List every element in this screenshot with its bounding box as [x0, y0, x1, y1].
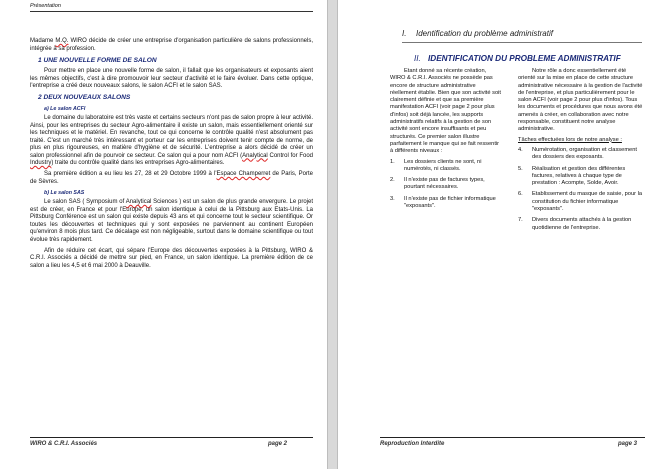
header-rule: [402, 42, 642, 43]
acfi-paragraph-2: [30, 171, 313, 186]
list-text: Réalisation et gestion des différentes factures, relatives à chaque type de prestation : Acompte, Solde, Avoir.: [532, 165, 626, 187]
acfi-venue: Espace Champerret: [216, 171, 271, 177]
list-item: [390, 159, 503, 174]
list-number: 4.: [518, 146, 523, 153]
list-text: Numérotation, organisation et classement des dossiers des exposants.: [532, 146, 637, 161]
sas-text-rest: Sciences ) est un salon de plus grande envergure. Le projet est de créer, en France et pour l'Europe, un salon identique à celui de la Pittsburg aux Etats-Unis. La Pittsburg Conférence est un salon qui existe depuis 43 ans et qui concerne tout le secteur scientifique. Or toutes les découvertes et techniques qui y sont exposées ne parviennent au continent Européen qu'environ 8 mois plus tard. Ce décalage est non négligeable, surtout dans le domaine scientifique ou tout évolue très rapidement.: [30, 199, 313, 243]
page-header: [402, 29, 642, 38]
page-footer: [30, 437, 313, 447]
list-item: [518, 191, 643, 213]
problem-paragraph: Etant donné sa récente création, WIRO & C.R.I. Associés ne possède pas encore de structure administrative réellement établie. Bien que son activité soit clairement définie et que sa première manifestation ACFI (voir page 2 pour plus d'infos) soit déjà lancée, les supports administratifs relatifs à la gestion de son activité sont encore insuffisants et peu structurés. Ce premier salon illustre parfaitement le manque qui se fait ressentir à différents niveaux :: [390, 68, 501, 155]
header-number: I.: [402, 29, 407, 38]
acfi-word: Industry: [30, 160, 52, 166]
section-1-title: 1 UNE NOUVELLE FORME DE SALON: [38, 56, 157, 64]
intro-text-rest: WIRO décide de créer une entreprise d'organisation particulière de salons professionnels, intégrée à sa profession.: [30, 38, 313, 52]
page-header: Présentation: [30, 3, 313, 12]
list-text: Etablissement du masque de saisie, pour la constitution du fichier informatique "exposants".: [532, 191, 643, 213]
list-number: 2.: [390, 177, 395, 184]
sas-paragraph-1: [30, 199, 313, 244]
section-title-text: IDENTIFICATION DU PROBLEME ADMINISTRATIF: [428, 54, 621, 63]
acfi-text: Le domaine du laboratoire est très vaste et certains secteurs n'ont pas de salon propre à leur activité. Ainsi, pour les entreprises du secteur Agro-alimentaire il existe un salon, mais essentiellement orienté sur les techniques et le matériel. En revanche, tout ce qui concerne le contrôle qualité n'est absolument pas traité. C'est un marché très intéressant et porteur car les entreprises doivent tenir compte de norme, de plus en plus rigoureuses, en matière d'hygiène et de sécurité. L'entreprise a alors décidé de créer un salon professionnel afin de pourvoir ce secteur. Ce salon qui a pour nom ACFI (: [30, 115, 313, 159]
acfi-date-text-rest: de Paris, Porte de Sèvres.: [30, 171, 314, 185]
sas-word: Analytical: [125, 199, 152, 205]
list-text: Divers documents attachés à la gestion quotidienne de l'entreprise.: [532, 217, 632, 231]
list-text: Les dossiers clients ne sont, ni numérotés, ni classés.: [404, 158, 482, 172]
right-page: [337, 0, 665, 469]
acfi-paragraph-1: [30, 115, 313, 168]
list-item: [518, 166, 643, 188]
list-number: 1.: [390, 158, 395, 165]
acfi-word: Analytical: [242, 152, 268, 159]
intro-name: M.Q.: [55, 38, 69, 44]
page-footer: [380, 437, 645, 447]
tasks-heading: Tâches effectuées lors de notre analyse :: [518, 136, 622, 143]
footer-page-number: page 2: [267, 441, 287, 447]
acfi-text: ) traite du contrôle qualité dans les entreprises Agro-alimentaires.: [51, 160, 225, 166]
left-page: [0, 0, 328, 469]
subsection-acfi-title: a) Le salon ACFI: [44, 105, 86, 112]
footer-company: WIRO & C.R.I. Associés: [30, 441, 98, 447]
column-right: [518, 68, 643, 236]
footer-notice: Reproduction Interdite: [380, 441, 445, 447]
list-number: 7.: [518, 217, 523, 224]
column-left: [390, 68, 503, 214]
acfi-text: Control for Food: [267, 152, 313, 159]
left-page-content: [30, 38, 313, 274]
sas-paragraph-2: Afin de réduire cet écart, qui sépare l'Europe des découvertes exposées à la Pittsburg, WIRO & C.R.I. Associés a décidé de mettre sur pied, en France, un salon identique. La première édition de ce salon a lieu les 4,5 et 6 mai 2000 à Deauville.: [30, 247, 313, 269]
tasks-list: [518, 147, 643, 232]
list-item: [518, 147, 643, 162]
header-text: Identification du problème administratif: [416, 29, 553, 38]
footer-page-number: page 3: [617, 441, 637, 447]
list-number: 6.: [518, 191, 523, 198]
section-2-title: 2 DEUX NOUVEAUX SALONS: [38, 94, 131, 101]
problem-list: [390, 159, 503, 211]
subsection-sas-title: b) Le salon SAS: [44, 189, 85, 196]
list-text: Il n'existe pas de fichier informatique "exposants".: [404, 195, 496, 210]
section-1-text: Pour mettre en place une nouvelle forme de salon, il fallait que les organisateurs et exposants aient les mêmes objectifs, c'est à dire promouvoir leur secteur d'activité et le faire évoluer. Dans cette optique, l'entreprise a créé deux nouveaux salons, le salon ACFI et le salon SAS.: [30, 68, 313, 89]
section-number: II.: [414, 54, 421, 63]
intro-text: Madame: [30, 38, 56, 44]
list-item: [518, 217, 643, 232]
acfi-date-text: Sa première édition a eu lieu les 27, 28 et 29 Octobre 1999 à l': [44, 171, 217, 177]
list-text: Il n'existe pas de factures types, pourtant nécessaires.: [404, 177, 485, 191]
list-item: [390, 196, 503, 211]
list-number: 3.: [390, 195, 395, 202]
role-paragraph: Notre rôle a donc essentiellement été orienté sur la mise en place de cette structure administrative nécessaire à la gestion de l'activité de l'entreprise, et plus particulièrement pour le salon ACFI (voir page 2 pour plus d'infos). Tous les documents et procédures que nous avons été amenés à créer, en collaboration avec notre responsable, constituent notre analyse administrative.: [518, 68, 643, 133]
intro-paragraph: [30, 38, 313, 53]
list-number: 5.: [518, 165, 523, 172]
section-title: [414, 54, 644, 63]
sas-text: Le salon SAS ( Symposium of: [44, 199, 126, 205]
list-item: [390, 177, 503, 192]
